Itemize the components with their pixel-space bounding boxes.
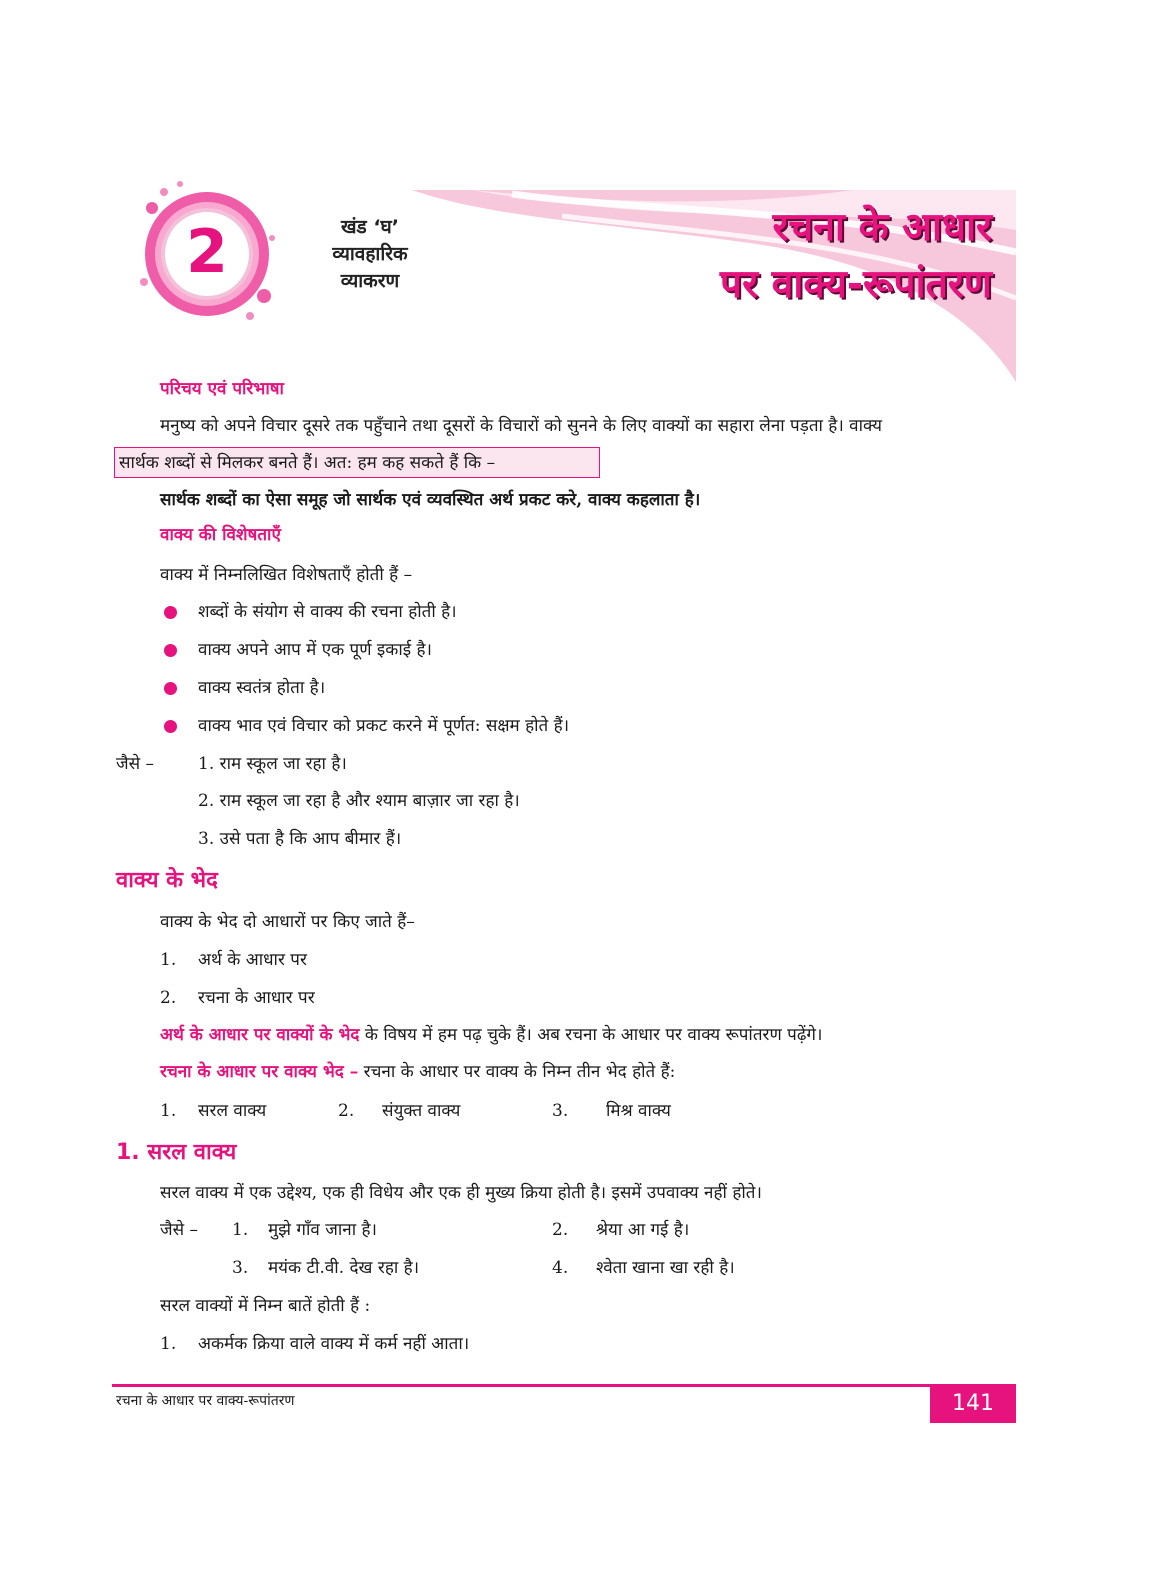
simple-example: श्रेया आ गई है। — [596, 1220, 690, 1240]
footer-rule — [112, 1384, 930, 1387]
footer-running-title: रचना के आधार पर वाक्य-रूपांतरण — [116, 1393, 295, 1409]
simple-example-label: जैसे – — [160, 1220, 199, 1240]
three-types-item: संयुक्त वाक्य — [382, 1101, 461, 1121]
simple-point-num: 1. — [160, 1334, 177, 1354]
simple-example-num: 3. — [232, 1258, 249, 1278]
types-line2 — [160, 1058, 675, 1086]
example-label: जैसे – — [116, 754, 155, 774]
bullet-icon — [164, 644, 177, 657]
chapter-title-line2: पर वाक्य-रूपांतरण — [719, 262, 992, 307]
simple-example-num: 2. — [552, 1220, 569, 1240]
section-label — [300, 214, 440, 295]
chapter-title-line1: रचना के आधार — [772, 205, 992, 250]
bullet-icon — [164, 606, 177, 619]
section-label-line: व्यावहारिक — [332, 243, 408, 265]
chapter-number: 2 — [186, 217, 228, 287]
intro-para-line2: सार्थक शब्दों से मिलकर बनते हैं। अत: हम कह सकते हैं कि – — [119, 453, 496, 473]
feature-item: शब्दों के संयोग से वाक्य की रचना होती है। — [198, 602, 457, 622]
types-item-num: 1. — [160, 950, 177, 970]
section-label-line: खंड ‘घ’ — [341, 216, 399, 238]
simple-heading: 1. सरल वाक्य — [116, 1140, 237, 1165]
types-heading: वाक्य के भेद — [116, 868, 218, 893]
types-item-num: 2. — [160, 988, 177, 1008]
simple-example: मयंक टी.वी. देख रहा है। — [268, 1258, 420, 1278]
types-line1 — [160, 1021, 822, 1049]
types-item: अर्थ के आधार पर — [198, 950, 307, 970]
intro-para-line1: मनुष्य को अपने विचार दूसरे तक पहुँचाने तथा दूसरों के विचारों को सुनने के लिए वाक्यों का सहारा लेना पड़ता है। वाक्य — [160, 416, 882, 436]
definition: सार्थक शब्दों का ऐसा समूह जो सार्थक एवं व्यवस्थित अर्थ प्रकट करे, वाक्य कहलाता है। — [160, 490, 701, 510]
feature-item: वाक्य भाव एवं विचार को प्रकट करने में पूर्णत: सक्षम होते हैं। — [198, 716, 570, 736]
simple-para: सरल वाक्य में एक उद्देश्य, एक ही विधेय और एक ही मुख्य क्रिया होती है। इसमें उपवाक्य नहीं होते। — [160, 1183, 762, 1203]
feature-item: वाक्य अपने आप में एक पूर्ण इकाई है। — [198, 640, 432, 660]
example-item: 3. उसे पता है कि आप बीमार हैं। — [198, 829, 402, 849]
simple-point: अकर्मक क्रिया वाले वाक्य में कर्म नहीं आता। — [198, 1334, 470, 1354]
types-lead: वाक्य के भेद दो आधारों पर किए जाते हैं– — [160, 912, 415, 932]
types-item: रचना के आधार पर — [198, 988, 315, 1008]
bullet-icon — [164, 682, 177, 695]
three-types-num: 1. — [160, 1101, 177, 1121]
example-item: 1. राम स्कूल जा रहा है। — [198, 754, 347, 774]
intro-heading: परिचय एवं परिभाषा — [160, 379, 284, 399]
types-line1-strong: अर्थ के आधार पर वाक्यों के भेद — [160, 1025, 360, 1045]
types-line1-rest: के विषय में हम पढ़ चुके हैं। अब रचना के आधार पर वाक्य रूपांतरण पढ़ेंगे। — [359, 1025, 823, 1045]
three-types-item: सरल वाक्य — [198, 1101, 267, 1121]
types-line2-strong: रचना के आधार पर वाक्य भेद – — [160, 1062, 359, 1082]
simple-example: श्वेता खाना खा रही है। — [596, 1258, 735, 1278]
features-heading: वाक्य की विशेषताएँ — [160, 525, 281, 545]
feature-item: वाक्य स्वतंत्र होता है। — [198, 678, 326, 698]
types-line2-rest: रचना के आधार पर वाक्य के निम्न तीन भेद होते हैं: — [358, 1062, 676, 1082]
simple-example: मुझे गाँव जाना है। — [268, 1220, 377, 1240]
three-types-item: मिश्र वाक्य — [606, 1101, 671, 1121]
features-lead: वाक्य में निम्नलिखित विशेषताएँ होती हैं – — [160, 565, 413, 585]
simple-points-lead: सरल वाक्यों में निम्न बातें होती हैं : — [160, 1296, 371, 1316]
bullet-icon — [164, 720, 177, 733]
simple-example-num: 1. — [232, 1220, 249, 1240]
three-types-num: 2. — [338, 1101, 355, 1121]
simple-example-num: 4. — [552, 1258, 569, 1278]
section-label-line: व्याकरण — [340, 270, 400, 292]
page-number: 141 — [930, 1384, 1016, 1423]
example-item: 2. राम स्कूल जा रहा है और श्याम बाज़ार जा रहा है। — [198, 791, 520, 811]
three-types-num: 3. — [552, 1101, 569, 1121]
